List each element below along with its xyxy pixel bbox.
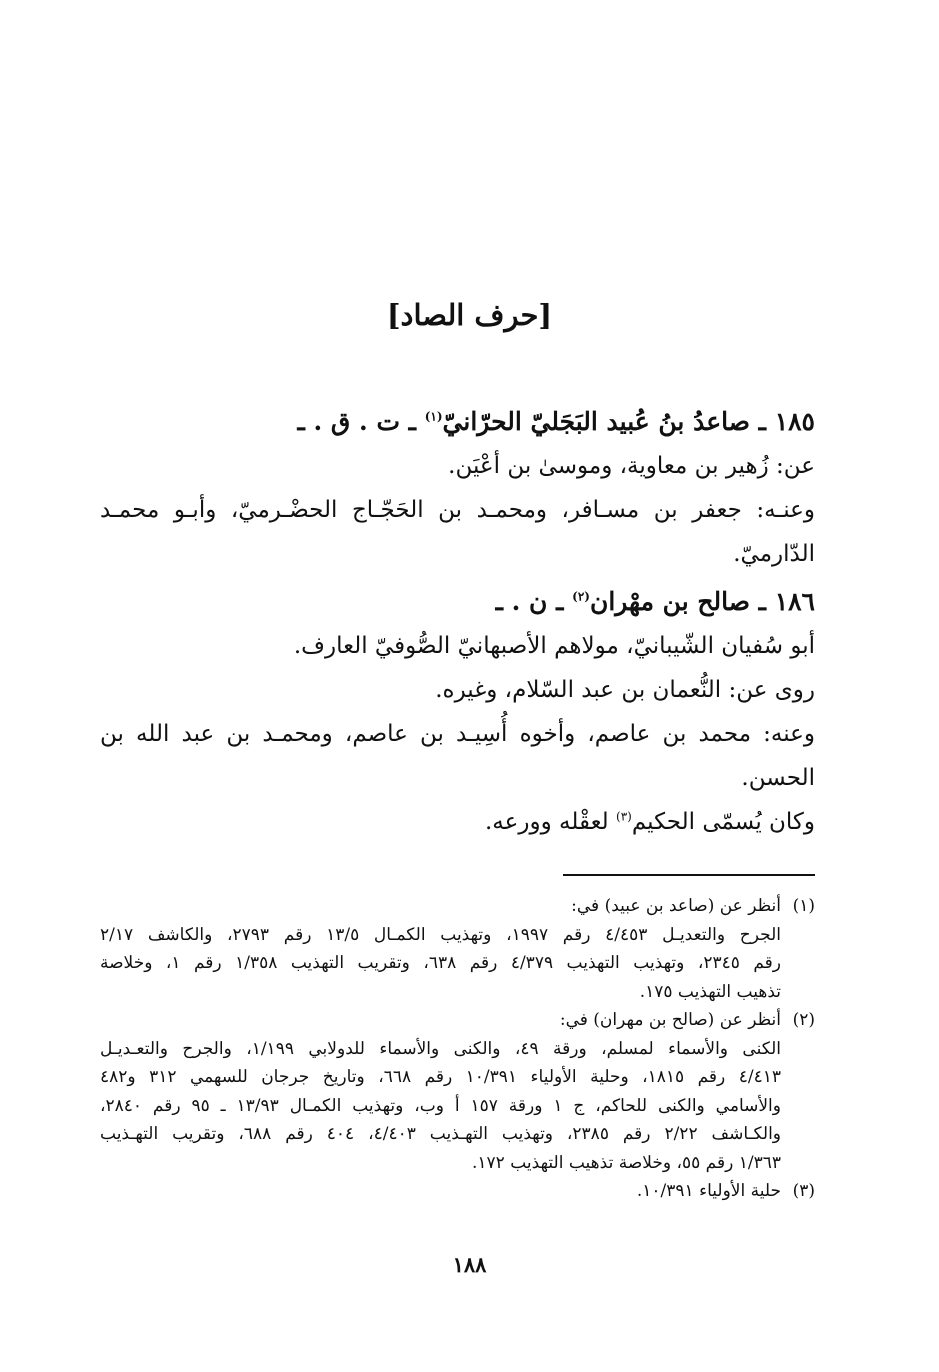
entry-heading-name: ١٨٦ ـ صالح بن مهْران <box>589 587 815 616</box>
entry-kunya: أبو سُفيان الشّيبانيّ، مولاهم الأصبهانيّ الصُّوفيّ العارف. <box>293 633 815 659</box>
entry-teachers: روى عن: النُّعمان بن عبد السّلام، وغيره. <box>435 677 815 703</box>
page-number: ١٨٨ <box>452 1252 487 1277</box>
entry-remark <box>100 800 815 844</box>
entry-heading-codes: ـ ن . ـ <box>495 587 573 616</box>
entry-186 <box>100 580 815 844</box>
entry-heading <box>100 580 815 624</box>
footnote-line: الكنى والأسماء لمسلم، ورقة ٤٩، والكنى والأسماء للدولابي ١/١٩٩، والجرح والتعـديـل <box>100 1038 782 1059</box>
footnote-ref: (١) <box>424 409 443 424</box>
footnote-line: ٤/٤١٣ رقم ١٨١٥، وحلية الأولياء ١٠/٣٩١ رقم ٦٦٨، وتاريخ جرجان للسهمي ٣١٢ و٤٨٢ <box>100 1067 781 1087</box>
footnote-line: تذهيب التهذيب ١٧٥. <box>639 981 781 1002</box>
footnote-body <box>100 1177 781 1206</box>
main-text <box>100 400 815 844</box>
entry-students: وعنه: محمد بن عاصم، وأخوه أُسِيـد بن عاصم، ومحمـد بن عبد الله بن الحسن. <box>100 721 815 791</box>
footnotes <box>100 892 815 1206</box>
footnote-body <box>100 892 781 1006</box>
entry-teachers: عن: زُهير بن معاوية، وموسىٰ بن أعْيَن. <box>448 453 815 479</box>
entry-185 <box>100 400 815 576</box>
entry-remark-text: وكان يُسمّى الحكيم <box>631 809 815 835</box>
footnote-line: والأسامي والكنى للحاكم، ج ١ ورقة ١٥٧ أ وب، وتهذيب الكمـال ١٣/٩٣ ـ ٩٥ رقم ٢٨٤٠، <box>100 1095 781 1116</box>
footnote-line: الجرح والتعديـل ٤/٤٥٣ رقم ١٩٩٧، وتهذيب الكمـال ١٣/٥ رقم ٢٧٩٣، والكاشف ٢/١٧ <box>100 924 781 945</box>
footnote-number: (٣) <box>792 1181 815 1201</box>
footnote-number: (٢) <box>792 1010 815 1030</box>
footnote-line: حلية الأولياء ١٠/٣٩١. <box>636 1181 781 1201</box>
chapter-title: [حرف الصاد] <box>386 298 553 332</box>
footnote-3 <box>100 1177 815 1206</box>
footnote-line: رقم ٢٣٤٥، وتهذيب التهذيب ٤/٣٧٩ رقم ٦٣٨، وتقريب التهذيب ١/٣٥٨ رقم ١، وخلاصة <box>100 953 781 973</box>
footnote-number: (١) <box>792 896 815 916</box>
entry-remark-text-end: لعقْله وورعه. <box>485 809 616 835</box>
footnote-line: أنظر عن (صالح بن مهران) في: <box>559 1010 781 1030</box>
footnote-body <box>100 1006 781 1177</box>
footnote-line: ١/٣٦٣ رقم ٥٥، وخلاصة تذهيب التهذيب ١٧٢. <box>472 1152 781 1173</box>
footnote-ref: (٢) <box>572 589 590 604</box>
footnote-ref: (٣) <box>616 809 632 824</box>
footnote-line: والكـاشف ٢/٢٢ رقم ٢٣٨٥، وتهذيب التهـذيب ٤/٤٠٣، ٤٠٤ رقم ٦٨٨، وتقريب التهـذيب <box>100 1124 781 1144</box>
footnote-line: أنظر عن (صاعد بن عبيد) في: <box>571 896 781 916</box>
entry-heading-name: ١٨٥ ـ صاعدُ بنُ عُبيد البَجَليّ الحرّانيّ <box>442 407 815 436</box>
footnote-1 <box>100 892 815 1006</box>
entry-heading-codes: ـ ت . ق . ـ <box>297 407 425 436</box>
entry-students: وعنـه: جعفر بن مسـافر، ومحمـد بن الحَجّـاج الحضْـرميّ، وأبـو محمـد الدّارميّ. <box>100 497 815 567</box>
footnote-2 <box>100 1006 815 1177</box>
entry-heading <box>100 400 815 444</box>
footnote-divider <box>563 874 815 876</box>
